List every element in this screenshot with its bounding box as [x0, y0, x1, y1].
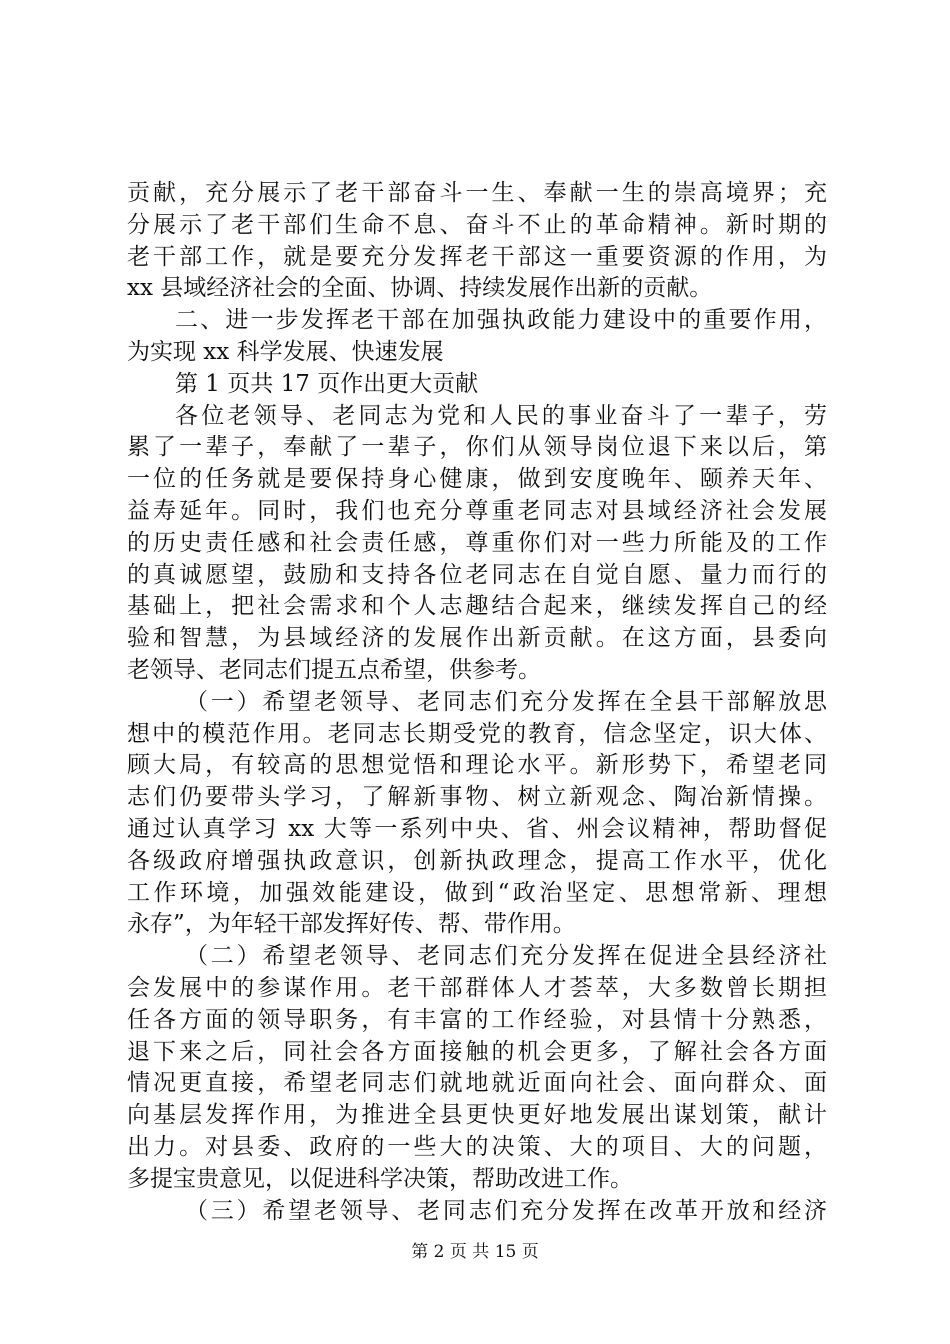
text-line: 累了一辈子，奉献了一辈子，你们从领导岗位退下来以后，第 [127, 434, 827, 461]
text-line: （一）希望老领导、老同志们充分发挥在全县干部解放思 [185, 688, 827, 715]
text-line: 老干部工作，就是要充分发挥老干部这一重要资源的作用，为 [127, 243, 827, 270]
text-line: 通过认真学习 xx 大等一系列中央、省、州会议精神，帮助督促 [127, 815, 827, 842]
text-line: 各位老领导、老同志为党和人民的事业奋斗了一辈子，劳 [175, 402, 827, 429]
text-line: 任各方面的领导职务，有丰富的工作经验，对县情十分熟悉， [127, 1006, 827, 1033]
text-line: （二）希望老领导、老同志们充分发挥在促进全县经济社 [185, 943, 827, 970]
text-line: 永存”，为年轻干部发挥好传、帮、带作用。 [127, 911, 576, 938]
text-line: 向基层发挥作用，为推进全县更快更好地发展出谋划策，献计 [127, 1102, 827, 1129]
page-footer [0, 1240, 950, 1264]
text-line: 的真诚愿望，鼓励和支持各位老同志在自觉自愿、量力而行的 [127, 561, 827, 588]
section-heading-line: 二、进一步发挥老干部在加强执政能力建设中的重要作用， [175, 307, 827, 334]
text-line: 一位的任务就是要保持身心健康，做到安度晚年、颐养天年、 [127, 466, 827, 493]
section-heading-line: 第 1 页共 17 页作出更大贡献 [175, 370, 479, 397]
section-heading-line: 为实现 xx 科学发展、快速发展 [127, 338, 444, 365]
text-line: 分展示了老干部们生命不息、奋斗不止的革命精神。新时期的 [127, 211, 827, 238]
text-line: 老领导、老同志们提五点希望，供参考。 [127, 656, 541, 683]
text-line: 志们仍要带头学习，了解新事物、树立新观念、陶冶新情操。 [127, 784, 827, 811]
text-line: 各级政府增强执政意识，创新执政理念，提高工作水平，优化 [127, 847, 827, 874]
page-number-label: 第 2 页 共 15 页 [411, 1242, 539, 1262]
text-line: 出力。对县委、政府的一些大的决策、大的项目、大的问题， [127, 1133, 827, 1160]
text-line: 会发展中的参谋作用。老干部群体人才荟萃，大多数曾长期担 [127, 974, 827, 1001]
text-line: 基础上，把社会需求和个人志趣结合起来，继续发挥自己的经 [127, 593, 827, 620]
text-line: （三）希望老领导、老同志们充分发挥在改革开放和经济 [185, 1197, 827, 1224]
text-line: 顾大局，有较高的思想觉悟和理论水平。新形势下，希望老同 [127, 752, 827, 779]
text-line: 多提宝贵意见，以促进科学决策，帮助改进工作。 [127, 1165, 633, 1192]
text-line: 情况更直接，希望老同志们就地就近面向社会、面向群众、面 [127, 1070, 827, 1097]
text-line: 的历史责任感和社会责任感，尊重你们对一些力所能及的工作 [127, 529, 827, 556]
text-line: 验和智慧，为县域经济的发展作出新贡献。在这方面，县委向 [127, 625, 827, 652]
document-body [127, 178, 827, 1227]
text-line: 贡献，充分展示了老干部奋斗一生、奉献一生的崇高境界；充 [127, 180, 827, 206]
text-line: 工作环境，加强效能建设，做到“政治坚定、思想常新、理想 [127, 879, 827, 906]
text-line: 想中的模范作用。老同志长期受党的教育，信念坚定，识大体、 [127, 720, 827, 747]
text-line: xx 县域经济社会的全面、协调、持续发展作出新的贡献。 [127, 275, 713, 302]
text-line: 益寿延年。同时，我们也充分尊重老同志对县域经济社会发展 [127, 497, 827, 524]
text-line: 退下来之后，同社会各方面接触的机会更多，了解社会各方面 [127, 1038, 827, 1065]
